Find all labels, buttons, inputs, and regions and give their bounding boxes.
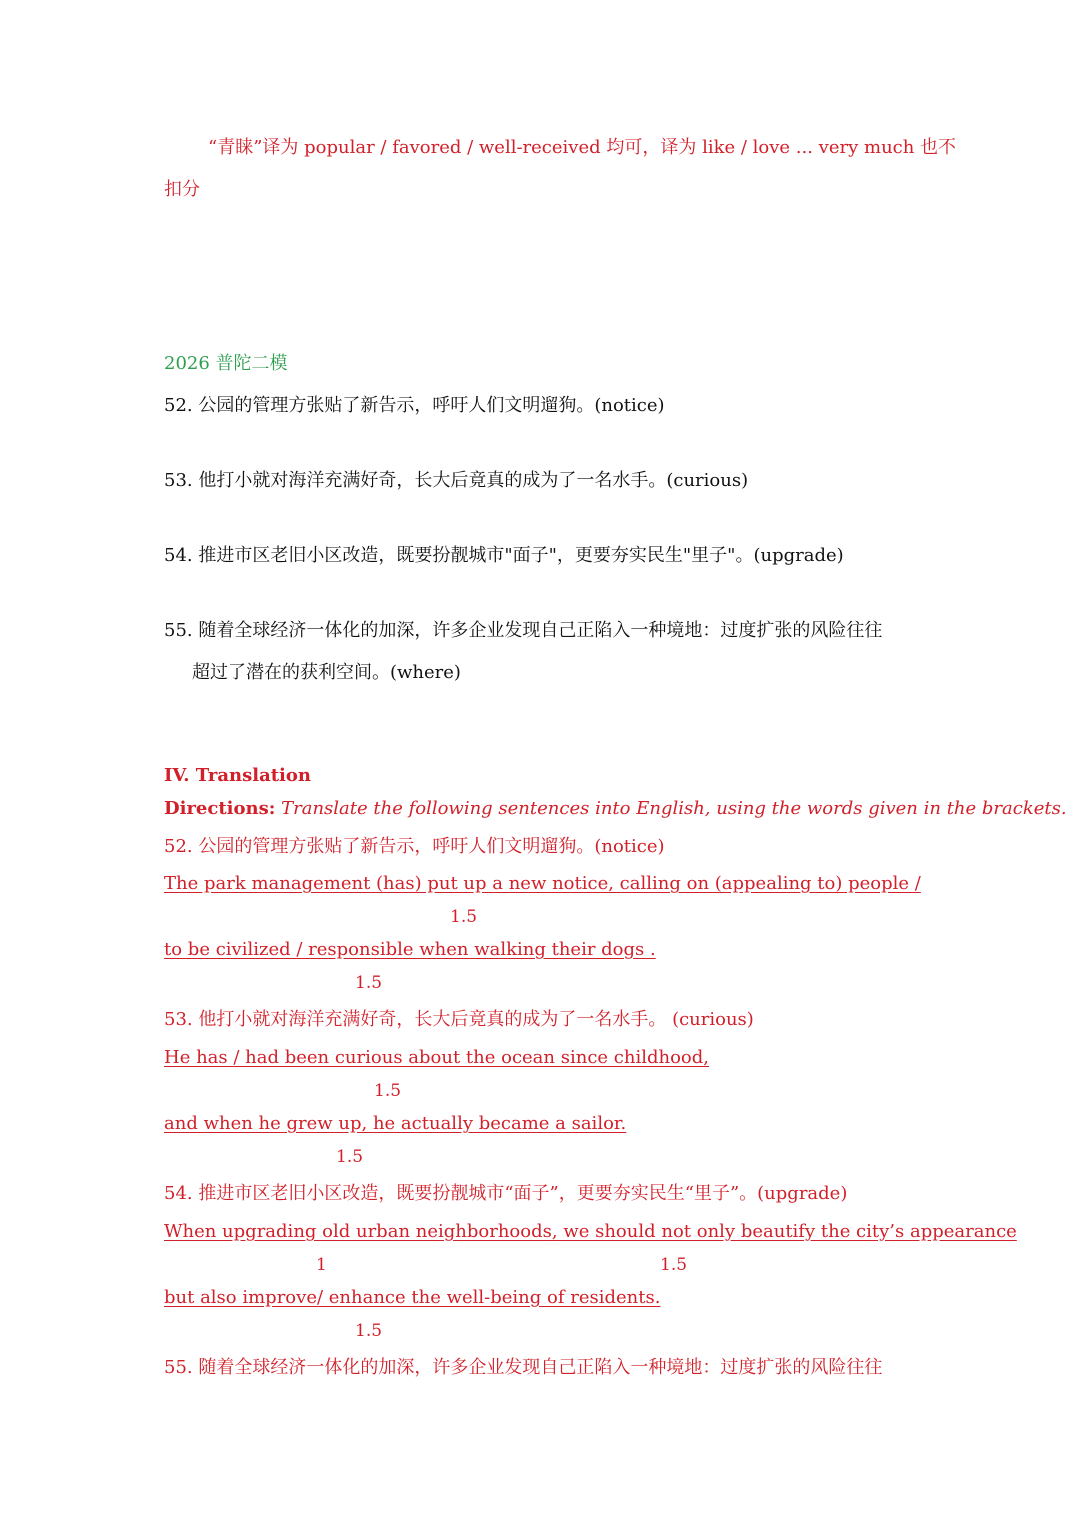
- answer-53-line-2: and when he grew up, he actually became a sailor.: [164, 1113, 627, 1134]
- section-label: 2026 普陀二模: [164, 353, 288, 374]
- score-54-part-1: 1: [316, 1255, 327, 1275]
- question-53: 53. 他打小就对海洋充满好奇，长大后竟真的成为了一名水手。(curious): [164, 470, 749, 491]
- answer-53-line-1: He has / had been curious about the ocean since childhood,: [164, 1047, 709, 1068]
- directions-text: Translate the following sentences into English, using the words given in the brackets.: [275, 798, 1067, 819]
- answer-54-line-2: but also improve/ enhance the well-being of residents.: [164, 1287, 661, 1308]
- score-54-part-2: 1.5: [660, 1255, 688, 1275]
- answer-52-line-1: The park management (has) put up a new notice, calling on (appealing to) people /: [164, 873, 921, 894]
- score-54-part-3: 1.5: [355, 1321, 383, 1341]
- score-52-part-2: 1.5: [355, 973, 383, 993]
- answer-heading: IV. Translation: [164, 765, 311, 786]
- score-53-part-2: 1.5: [336, 1147, 364, 1167]
- question-55-continuation: 超过了潜在的获利空间。(where): [192, 662, 461, 683]
- answer-question-52: 52. 公园的管理方张贴了新告示，呼吁人们文明遛狗。(notice): [164, 836, 665, 857]
- scoring-note-line-1: “青睐”译为 popular / favored / well-received 均可，译为 like / love ... very much 也不: [208, 137, 957, 158]
- question-54: 54. 推进市区老旧小区改造，既要扮靓城市"面子"，更要夯实民生"里子"。(upgrade): [164, 545, 844, 566]
- answer-54-segment-b: we should not only beautify the city’s appearance: [557, 1221, 1017, 1242]
- answer-52-line-2: to be civilized / responsible when walking their dogs .: [164, 939, 656, 960]
- question-52: 52. 公园的管理方张贴了新告示，呼吁人们文明遛狗。(notice): [164, 395, 665, 416]
- answer-question-53: 53. 他打小就对海洋充满好奇，长大后竟真的成为了一名水手。 (curious): [164, 1009, 754, 1030]
- score-52-part-1: 1.5: [450, 907, 478, 927]
- answer-54-segment-a: When upgrading old urban neighborhoods,: [164, 1221, 558, 1242]
- answer-question-55: 55. 随着全球经济一体化的加深，许多企业发现自己正陷入一种境地：过度扩张的风险往往: [164, 1357, 883, 1378]
- scoring-note-line-2: 扣分: [164, 179, 200, 200]
- answer-54-line-1: [164, 1220, 1017, 1244]
- question-55: 55. 随着全球经济一体化的加深，许多企业发现自己正陷入一种境地：过度扩张的风险往往: [164, 620, 883, 641]
- answer-directions: [164, 797, 1067, 821]
- score-53-part-1: 1.5: [374, 1081, 402, 1101]
- directions-label: Directions:: [164, 798, 276, 819]
- answer-question-54: 54. 推进市区老旧小区改造，既要扮靓城市“面子”，更要夯实民生“里子”。(upgrade): [164, 1183, 848, 1204]
